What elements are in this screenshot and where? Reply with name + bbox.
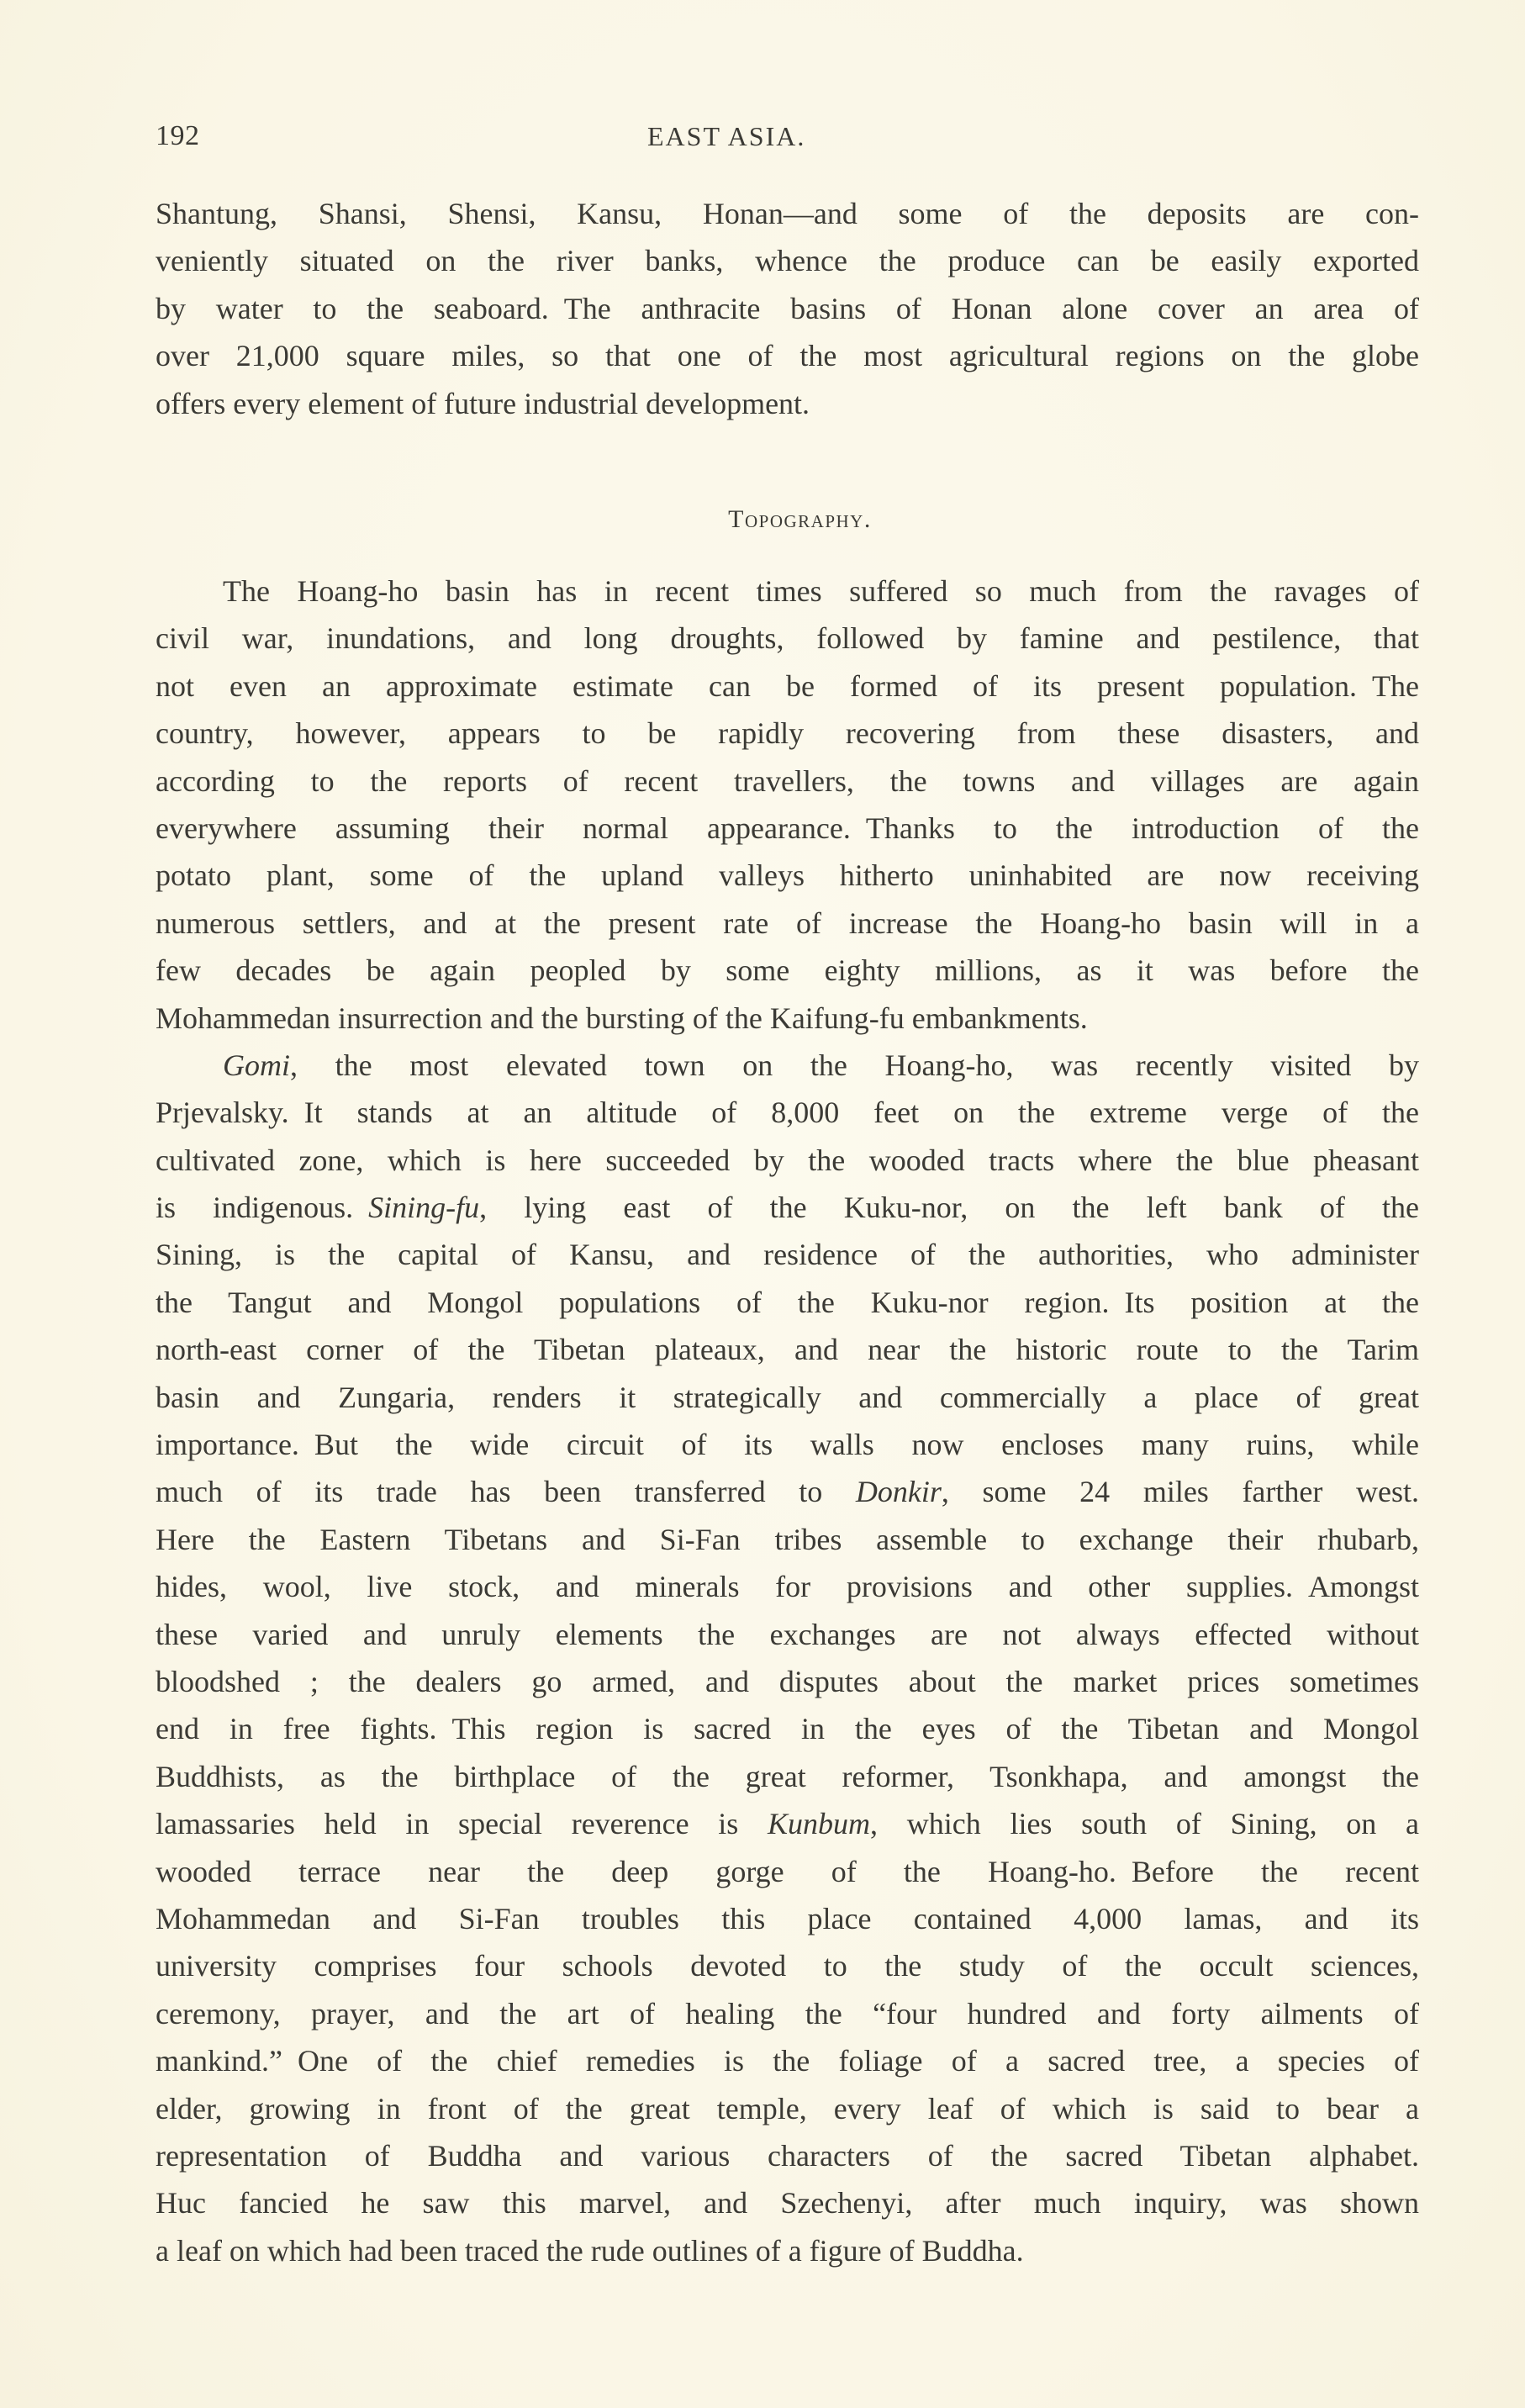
text-run: these varied and unruly elements the exchanges are not always effected without — [156, 1617, 1419, 1651]
text-run: the Tangut and Mongol populations of the Kuku-nor region. Its position at the — [156, 1285, 1419, 1319]
text-run: is indigenous. — [156, 1191, 369, 1225]
text-line — [156, 1895, 1419, 1942]
text-line — [156, 1990, 1419, 2037]
text-line — [156, 1184, 1419, 1231]
text-line — [156, 995, 1419, 1042]
text-run: Shantung, Shansi, Shensi, Kansu, Honan—and some of the deposits are con- — [156, 197, 1419, 230]
text-line — [156, 1374, 1419, 1421]
text-line — [156, 1516, 1419, 1563]
text-run: elder, growing in front of the great temple, every leaf of which is said to bear a — [156, 2091, 1419, 2125]
text-line — [156, 1042, 1419, 1089]
running-title: EAST ASIA. — [647, 121, 806, 151]
text-line — [156, 2085, 1419, 2132]
text-run: Huc fancied he saw this marvel, and Szechenyi, after much inquiry, was shown — [156, 2186, 1419, 2221]
text-line — [156, 1658, 1419, 1705]
text-run: offers every element of future industrial development. — [156, 386, 810, 420]
text-run: over 21,000 square miles, so that one of the most agricultural regions on the globe — [156, 339, 1419, 373]
paragraph-continuation — [156, 190, 1419, 427]
text-run: lamassaries held in special reverence is — [156, 1807, 768, 1841]
text-line — [156, 380, 1419, 427]
text-run: Here the Eastern Tibetans and Si-Fan tribes assemble to exchange their rhubarb, — [156, 1522, 1419, 1556]
text-run: , the most elevated town on the Hoang-ho, was recently visited by — [290, 1048, 1419, 1082]
text-line — [156, 1800, 1419, 1847]
text-line — [156, 1942, 1419, 1989]
text-run: Mohammedan and Si-Fan troubles this place contained 4,000 lamas, and its — [156, 1901, 1419, 1935]
text-line — [156, 1231, 1419, 1278]
text-line — [156, 2179, 1419, 2226]
text-run: country, however, appears to be rapidly recovering from these disasters, and — [156, 716, 1419, 751]
text-run: potato plant, some of the upland valleys hitherto uninhabited are now receiving — [156, 858, 1419, 893]
text-line — [156, 1137, 1419, 1184]
page-number: 192 — [156, 120, 200, 151]
paragraph-body — [156, 568, 1419, 2274]
text-line — [156, 2037, 1419, 2084]
text-run: Mohammedan insurrection and the bursting of the Kaifung-fu embankments. — [156, 1001, 1088, 1035]
text-line — [156, 568, 1419, 615]
text-run: everywhere assuming their normal appearance. Thanks to the introduction of the — [156, 811, 1419, 845]
text-line — [156, 1753, 1419, 1800]
text-run: few decades be again peopled by some eighty millions, as it was before the — [156, 953, 1419, 988]
text-line — [156, 758, 1419, 805]
text-run: bloodshed ; the dealers go armed, and disputes about the market prices sometimes — [156, 1664, 1419, 1698]
text-run: according to the reports of recent travellers, the towns and villages are again — [156, 763, 1419, 798]
text-run: much of its trade has been transferred to — [156, 1475, 856, 1509]
text-line — [156, 190, 1419, 237]
text-run: , which lies south of Sining, on a — [870, 1807, 1420, 1841]
text-line — [156, 1326, 1419, 1373]
text-run: civil war, inundations, and long droughts, followed by famine and pestilence, that — [156, 621, 1419, 656]
text-line — [156, 1563, 1419, 1610]
italic-place-name: Sining-fu — [368, 1191, 480, 1225]
italic-place-name: Donkir — [855, 1475, 942, 1509]
text-run: , some 24 miles farther west. — [941, 1475, 1419, 1509]
text-run: university comprises four schools devoted to the study of the occult sciences, — [156, 1949, 1419, 1983]
text-line — [156, 852, 1419, 899]
text-line — [156, 947, 1419, 994]
section-heading-text: Topography. — [728, 505, 872, 533]
italic-place-name: Gomi — [223, 1048, 290, 1082]
text-run: by water to the seaboard. The anthracite basins of Honan alone cover an area of — [156, 291, 1419, 325]
text-line — [156, 2227, 1419, 2274]
text-run: importance. But the wide circuit of its walls now encloses many ruins, while — [156, 1428, 1419, 1462]
text-run: basin and Zungaria, renders it strategically and commercially a place of great — [156, 1380, 1419, 1414]
text-line — [156, 285, 1419, 332]
text-line — [156, 805, 1419, 852]
text-run: not even an approximate estimate can be formed of its present population. The — [156, 668, 1419, 703]
text-run: numerous settlers, and at the present rate of increase the Hoang-ho basin will in a — [156, 906, 1419, 940]
text-line — [156, 1089, 1419, 1136]
text-run: hides, wool, live stock, and minerals for provisions and other supplies. Amongst — [156, 1570, 1419, 1604]
text-line — [156, 615, 1419, 662]
text-line — [156, 900, 1419, 947]
text-run: The Hoang-ho basin has in recent times suffered so much from the ravages of — [223, 574, 1419, 608]
section-heading — [156, 501, 1419, 538]
text-run: representation of Buddha and various characters of the sacred Tibetan alphabet. — [156, 2138, 1419, 2173]
text-line — [156, 1468, 1419, 1515]
text-line — [156, 1705, 1419, 1752]
text-line — [156, 1421, 1419, 1468]
text-line — [156, 332, 1419, 379]
text-line — [156, 2132, 1419, 2179]
text-line — [156, 710, 1419, 757]
text-run: veniently situated on the river banks, whence the produce can be easily exported — [156, 244, 1419, 278]
italic-place-name: Kunbum — [768, 1807, 871, 1841]
text-line — [156, 237, 1419, 284]
text-run: ceremony, prayer, and the art of healing the “four hundred and forty ailments of — [156, 1996, 1419, 2030]
text-run: cultivated zone, which is here succeeded by the wooded tracts where the blue pheasant — [156, 1143, 1419, 1177]
text-run: a leaf on which had been traced the rude outlines of a figure of Buddha. — [156, 2233, 1024, 2268]
text-run: Prjevalsky. It stands at an altitude of 8,000 feet on the extreme verge of the — [156, 1096, 1419, 1130]
text-run: wooded terrace near the deep gorge of the Hoang-ho. Before the recent — [156, 1854, 1419, 1888]
text-line — [156, 1611, 1419, 1658]
text-line — [156, 663, 1419, 710]
running-head — [156, 118, 1419, 155]
text-run: mankind.” One of the chief remedies is the foliage of a sacred tree, a species of — [156, 2044, 1419, 2078]
text-run: end in free fights. This region is sacred in the eyes of the Tibetan and Mongol — [156, 1712, 1419, 1746]
text-run: north-east corner of the Tibetan plateaux, and near the historic route to the Tarim — [156, 1333, 1419, 1367]
text-line — [156, 1848, 1419, 1895]
text-run: Buddhists, as the birthplace of the great reformer, Tsonkhapa, and amongst the — [156, 1759, 1419, 1793]
text-run: Sining, is the capital of Kansu, and residence of the authorities, who administer — [156, 1238, 1419, 1272]
text-run: , lying east of the Kuku-nor, on the left bank of the — [479, 1191, 1419, 1225]
text-line — [156, 1279, 1419, 1326]
